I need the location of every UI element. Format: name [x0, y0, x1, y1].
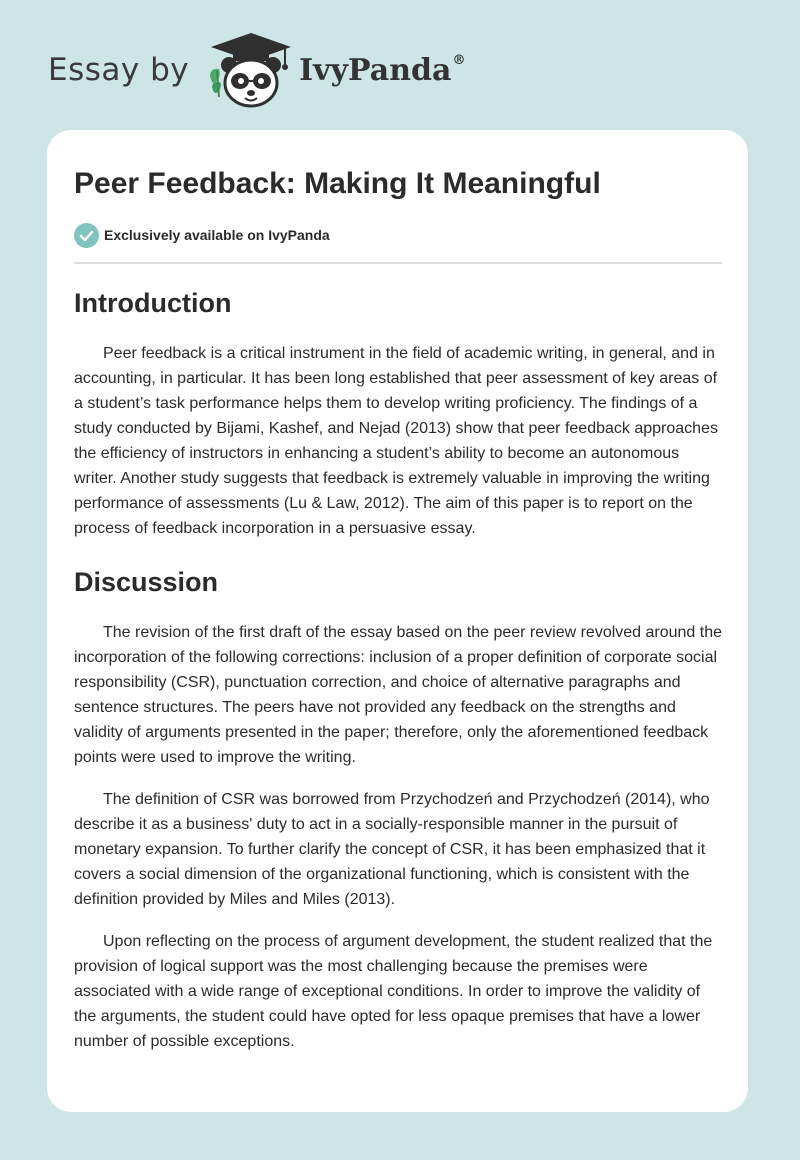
paragraph: The revision of the first draft of the essay based on the peer review revolved around the incorporation of the following corrections: inclusion of a proper definition of corporate social responsibility (CSR), punctuation correction, and choice of alternative paragraphs and sentence structures. The peers have not provided any feedback on the strengths and validity of arguments presented in the paper; therefore, only the aforementioned feedback points were used to improve the writing. [74, 624, 723, 766]
paragraph: The definition of CSR was borrowed from Przychodzeń and Przychodzeń (2014), who describe it as a business' duty to act in a socially-responsible manner in the pursuit of monetary expansion. To further clarify the concept of CSR, it has been emphasized that it covers a social dimension of the organizational functioning, which is consistent with the definition provided by Miles and Miles (2013). [74, 791, 710, 908]
site-header [48, 30, 568, 110]
page-title: Peer Feedback: Making It Meaningful [74, 167, 601, 200]
check-circle-icon [74, 223, 99, 248]
panda-graduate-icon[interactable] [205, 31, 297, 109]
section-heading-introduction: Introduction [74, 288, 232, 318]
paragraph: Peer feedback is a critical instrument in the field of academic writing, in general, and in accounting, in particular. It has been long established that peer assessment of key areas of a student’s task performance helps them to develop writing proficiency. The findings of a study conducted by Bijami, Kashef, and Nejad (2013) show that peer feedback approaches the efficiency of instructors in enhancing a student’s ability to become an autonomous writer. Another study suggests that feedback is extremely valuable in improving the writing performance of assessments (Lu & Law, 2012). The aim of this paper is to report on the process of feedback incorporation in a persuasive essay. [74, 345, 718, 537]
section-heading-discussion: Discussion [74, 567, 219, 597]
title-divider [74, 262, 722, 264]
exclusive-label: Exclusively available on IvyPanda [104, 227, 330, 243]
paragraph: Upon reflecting on the process of argument development, the student realized that the provision of logical support was the most challenging because the premises were associated with a wide range of exceptional conditions. In order to improve the validity of the arguments, the student could have opted for less opaque premises that have a lower number of possible exceptions. [74, 933, 713, 1050]
essay-by-label: Essay by [48, 52, 190, 88]
brand-text: IvyPanda [299, 52, 452, 88]
trademark-symbol: ® [452, 52, 466, 68]
exclusive-badge [74, 222, 722, 248]
essay-card [47, 130, 748, 1112]
brand-name[interactable] [299, 53, 465, 88]
